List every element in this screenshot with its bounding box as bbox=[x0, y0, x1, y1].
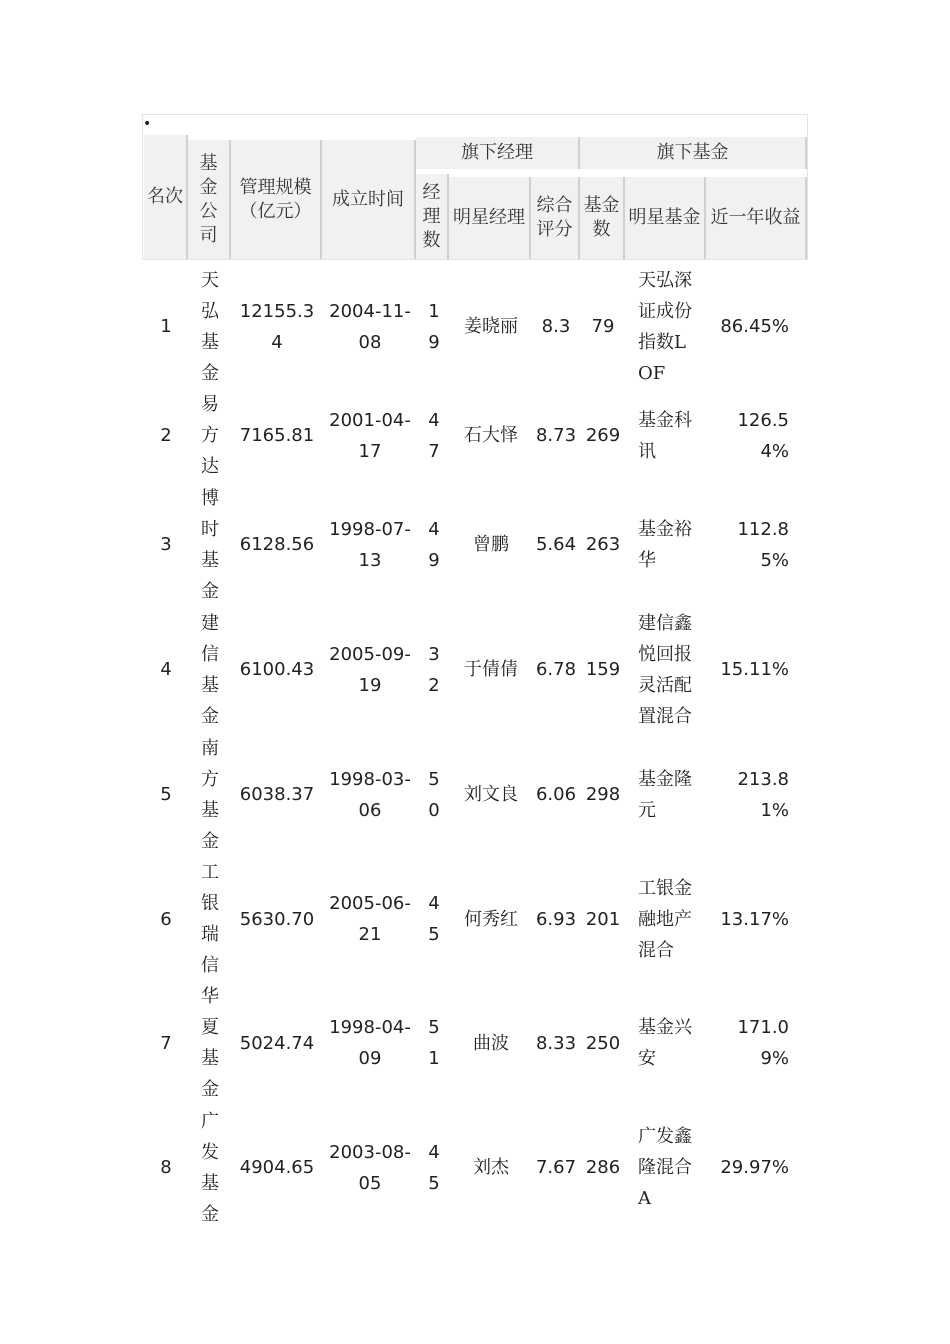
table-row-4-company: 建信基金 bbox=[201, 612, 219, 727]
table-row-4-yearly-return: 15.11% bbox=[720, 659, 789, 680]
table-row-2-star-fund: 基金科讯 bbox=[638, 409, 692, 462]
table-row-7-founded: 1998-04-09 bbox=[329, 1017, 411, 1069]
table-row-6-star-fund: 工银金融地产混合 bbox=[638, 877, 692, 961]
table-row-4-star-fund: 建信鑫悦回报灵活配置混合 bbox=[638, 612, 692, 727]
header-manager-count: 经理数 bbox=[416, 174, 449, 259]
header-managers-group: 旗下经理 bbox=[416, 137, 580, 169]
table-row-5-manager-count: 50 bbox=[428, 768, 440, 821]
table-row-5-founded: 1998-03-06 bbox=[329, 768, 411, 821]
table-row-7-rating: 8.33 bbox=[535, 1032, 577, 1054]
header-yearly-return: 近一年收益 bbox=[706, 177, 807, 259]
table-row-8-rank: 8 bbox=[160, 1157, 172, 1178]
bullet-marker: • bbox=[143, 116, 152, 132]
table-row-1-star-manager: 姜晓丽 bbox=[464, 316, 518, 337]
table-row-3-company: 博时基金 bbox=[201, 487, 219, 602]
table-row-8-yearly-return: 29.97% bbox=[720, 1157, 789, 1178]
table-row-3-fund-count: 263 bbox=[585, 534, 621, 555]
table-row-5-yearly-return: 213.81% bbox=[737, 768, 789, 821]
table-row-2-manager-count: 47 bbox=[428, 409, 440, 462]
table-row-2-rating: 8.73 bbox=[535, 425, 577, 446]
header-fund-count: 基金数 bbox=[580, 177, 625, 259]
table-row-3-star-manager: 曾鹏 bbox=[473, 534, 509, 555]
table-row-8-rating: 7.67 bbox=[535, 1157, 577, 1178]
table-row-1-founded: 2004-11-08 bbox=[329, 300, 411, 353]
table-row-3-founded: 1998-07-13 bbox=[329, 518, 411, 571]
table-row-6-manager-count: 45 bbox=[428, 893, 440, 945]
table-row-6-rating: 6.93 bbox=[535, 908, 577, 930]
table-row-4-founded: 2005-09-19 bbox=[329, 643, 411, 696]
header-rating: 综合评分 bbox=[531, 177, 580, 259]
table-row-6-scale: 5630.70 bbox=[239, 908, 315, 930]
table-row-2-star-manager: 石大怿 bbox=[464, 425, 518, 446]
header-rank: 名次 bbox=[144, 135, 188, 259]
table-row-8-manager-count: 45 bbox=[428, 1141, 440, 1194]
table-row-8-star-manager: 刘杰 bbox=[473, 1157, 509, 1178]
table-row-2-company: 易方达 bbox=[201, 394, 219, 477]
table-row-3-manager-count: 49 bbox=[428, 518, 440, 571]
table-row-8-founded: 2003-08-05 bbox=[329, 1141, 411, 1194]
table-row-7-star-manager: 曲波 bbox=[473, 1032, 509, 1054]
table-row-8-star-fund: 广发鑫隆混合A bbox=[638, 1126, 692, 1209]
table-row-7-star-fund: 基金兴安 bbox=[638, 1017, 692, 1069]
table-row-1-yearly-return: 86.45% bbox=[720, 316, 789, 337]
table-row-2-scale: 7165.81 bbox=[239, 425, 315, 446]
table-row-6-star-manager: 何秀红 bbox=[464, 908, 518, 930]
table-row-4-scale: 6100.43 bbox=[239, 659, 315, 680]
table-row-4-star-manager: 于倩倩 bbox=[464, 659, 518, 680]
header-scale: 管理规模（亿元） bbox=[231, 140, 322, 259]
table-row-7-company: 华夏基金 bbox=[201, 986, 219, 1100]
table-row-3-yearly-return: 112.85% bbox=[737, 518, 789, 571]
table-row-5-scale: 6038.37 bbox=[239, 784, 315, 805]
table-row-8-company: 广发基金 bbox=[201, 1110, 219, 1225]
header-funds-group: 旗下基金 bbox=[580, 137, 807, 169]
table-row-4-manager-count: 32 bbox=[428, 643, 440, 696]
table-row-5-fund-count: 298 bbox=[585, 784, 621, 805]
table-row-6-rank: 6 bbox=[160, 908, 172, 930]
table-row-5-star-fund: 基金隆元 bbox=[638, 768, 692, 821]
table-row-6-founded: 2005-06-21 bbox=[329, 893, 411, 945]
table-row-4-rating: 6.78 bbox=[535, 659, 577, 680]
header-star-fund: 明星基金 bbox=[625, 177, 706, 259]
table-row-1-rating: 8.3 bbox=[541, 316, 571, 337]
table-row-1-star-fund: 天弘深证成份指数LOF bbox=[638, 269, 692, 384]
table-row-5-star-manager: 刘文良 bbox=[464, 784, 518, 805]
table-row-6-fund-count: 201 bbox=[585, 908, 621, 930]
table-row-8-fund-count: 286 bbox=[585, 1157, 621, 1178]
table-row-4-rank: 4 bbox=[160, 659, 172, 680]
table-row-7-manager-count: 51 bbox=[428, 1017, 440, 1069]
table-row-1-scale: 12155.34 bbox=[239, 300, 315, 353]
table-row-5-rating: 6.06 bbox=[535, 784, 577, 805]
header-star-manager: 明星经理 bbox=[449, 177, 531, 259]
header-company: 基金公司 bbox=[188, 140, 231, 259]
table-row-3-rating: 5.64 bbox=[535, 534, 577, 555]
table-row-8-scale: 4904.65 bbox=[239, 1157, 315, 1178]
table-row-3-star-fund: 基金裕华 bbox=[638, 518, 692, 571]
table-row-2-rank: 2 bbox=[160, 425, 172, 446]
table-row-3-rank: 3 bbox=[160, 534, 172, 555]
table-row-1-manager-count: 19 bbox=[428, 300, 440, 353]
table-row-2-yearly-return: 126.54% bbox=[737, 409, 789, 462]
table-row-5-company: 南方基金 bbox=[201, 737, 219, 852]
header-founded: 成立时间 bbox=[322, 140, 416, 259]
table-row-1-rank: 1 bbox=[160, 316, 172, 337]
table-row-7-rank: 7 bbox=[160, 1032, 172, 1054]
table-row-4-fund-count: 159 bbox=[585, 659, 621, 680]
table-row-7-scale: 5024.74 bbox=[239, 1032, 315, 1054]
table-row-1-fund-count: 79 bbox=[591, 316, 615, 337]
table-row-7-fund-count: 250 bbox=[585, 1032, 621, 1054]
table-row-1-company: 天弘基金 bbox=[201, 269, 219, 384]
table-row-2-fund-count: 269 bbox=[585, 425, 621, 446]
table-row-6-company: 工银瑞信 bbox=[201, 862, 219, 976]
table-row-5-rank: 5 bbox=[160, 784, 172, 805]
table-row-3-scale: 6128.56 bbox=[239, 534, 315, 555]
table-row-6-yearly-return: 13.17% bbox=[720, 908, 789, 930]
table-row-2-founded: 2001-04-17 bbox=[329, 409, 411, 462]
table-row-7-yearly-return: 171.09% bbox=[737, 1017, 789, 1069]
